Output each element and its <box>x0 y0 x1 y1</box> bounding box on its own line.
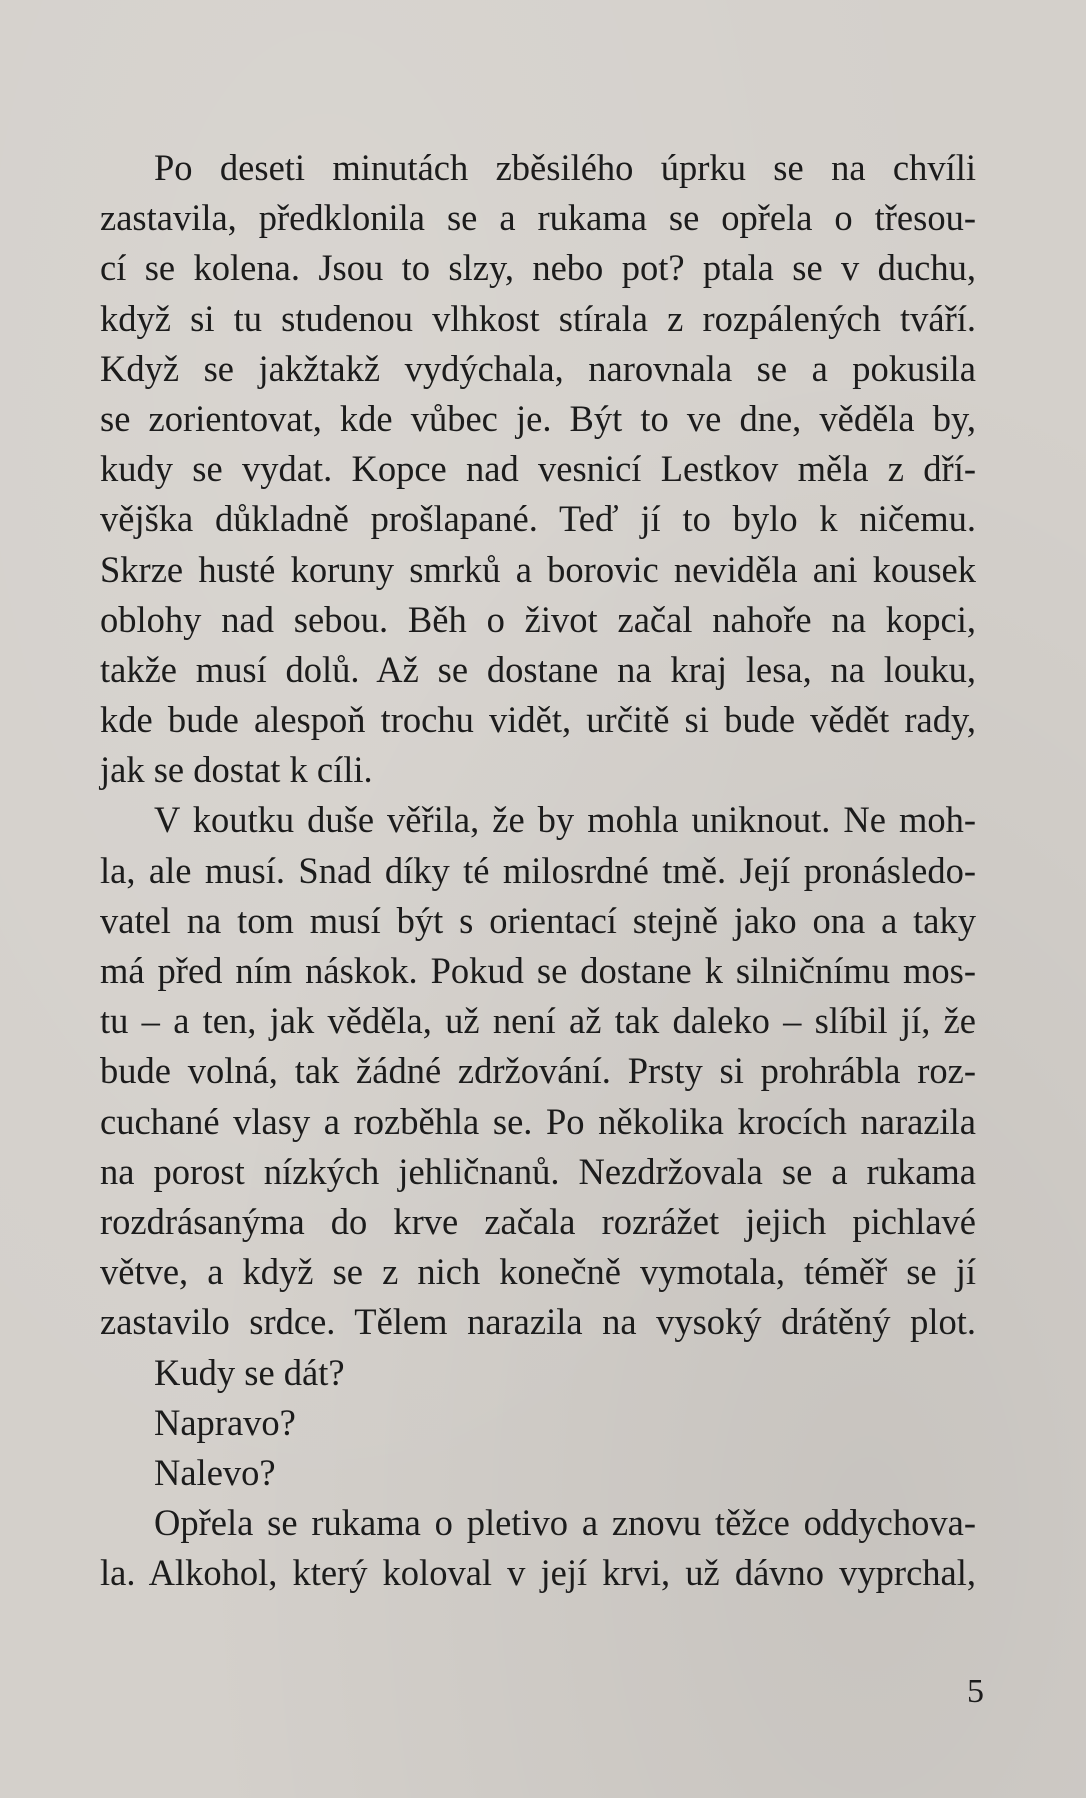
text-line: cuchané vlasy a rozběhla se. Po několika krocích narazila <box>100 1100 976 1142</box>
text-line: zastavilo srdce. Tělem narazila na vysoký drátěný plot. <box>100 1301 976 1343</box>
text-line: Skrze husté koruny smrků a borovic neviděla ani kousek <box>100 548 976 590</box>
text-line: větve, a když se z nich konečně vymotala, téměř se jí <box>100 1251 976 1293</box>
page-number: 5 <box>967 1673 984 1710</box>
text-line: Opřela se rukama o pletivo a znovu těžce oddychova- <box>154 1502 976 1544</box>
text-line: takže musí dolů. Až se dostane na kraj lesa, na louku, <box>100 648 976 690</box>
text-line: cí se kolena. Jsou to slzy, nebo pot? ptala se v duchu, <box>100 247 976 289</box>
text-line: se zorientovat, kde vůbec je. Být to ve dne, věděla by, <box>100 397 976 439</box>
text-line: Když se jakžtakž vydýchala, narovnala se a pokusila <box>100 347 976 389</box>
text-line: V koutku duše věřila, že by mohla uniknout. Ne moh- <box>154 799 976 841</box>
text-line: tu – a ten, jak věděla, už není až tak daleko – slíbil jí, že <box>100 1000 976 1042</box>
text-line: zastavila, předklonila se a rukama se opřela o třesou- <box>100 197 976 239</box>
text-line: vatel na tom musí být s orientací stejně jako ona a taky <box>100 899 976 941</box>
text-line: kudy se vydat. Kopce nad vesnicí Lestkov měla z dří- <box>100 448 976 490</box>
text-line: kde bude alespoň trochu vidět, určitě si bude vědět rady, <box>100 699 976 741</box>
text-line: na porost nízkých jehličnanů. Nezdržovala se a rukama <box>100 1150 976 1192</box>
text-line: Po deseti minutách zběsilého úprku se na chvíli <box>154 147 976 188</box>
text-line: bude volná, tak žádné zdržování. Prsty si prohrábla roz- <box>100 1050 976 1092</box>
text-line: má před ním náskok. Pokud se dostane k silničnímu mos- <box>100 950 976 991</box>
text-line: Napravo? <box>154 1401 296 1443</box>
text-line: jak se dostat k cíli. <box>100 749 373 791</box>
text-line: rozdrásanýma do krve začala rozrážet jejich pichlavé <box>100 1200 976 1242</box>
text-line: když si tu studenou vlhkost stírala z rozpálených tváří. <box>100 297 976 339</box>
text-line: la, ale musí. Snad díky té milosrdné tmě. Její pronásledo- <box>100 849 976 891</box>
text-line: la. Alkohol, který koloval v její krvi, už dávno vyprchal, <box>100 1552 976 1594</box>
body-text <box>100 143 976 1598</box>
text-line: vějška důkladně prošlapané. Teď jí to bylo k ničemu. <box>100 498 976 540</box>
text-line: oblohy nad sebou. Běh o život začal nahoře na kopci, <box>100 598 976 640</box>
text-line: Nalevo? <box>154 1451 276 1493</box>
text-line: Kudy se dát? <box>154 1351 345 1393</box>
